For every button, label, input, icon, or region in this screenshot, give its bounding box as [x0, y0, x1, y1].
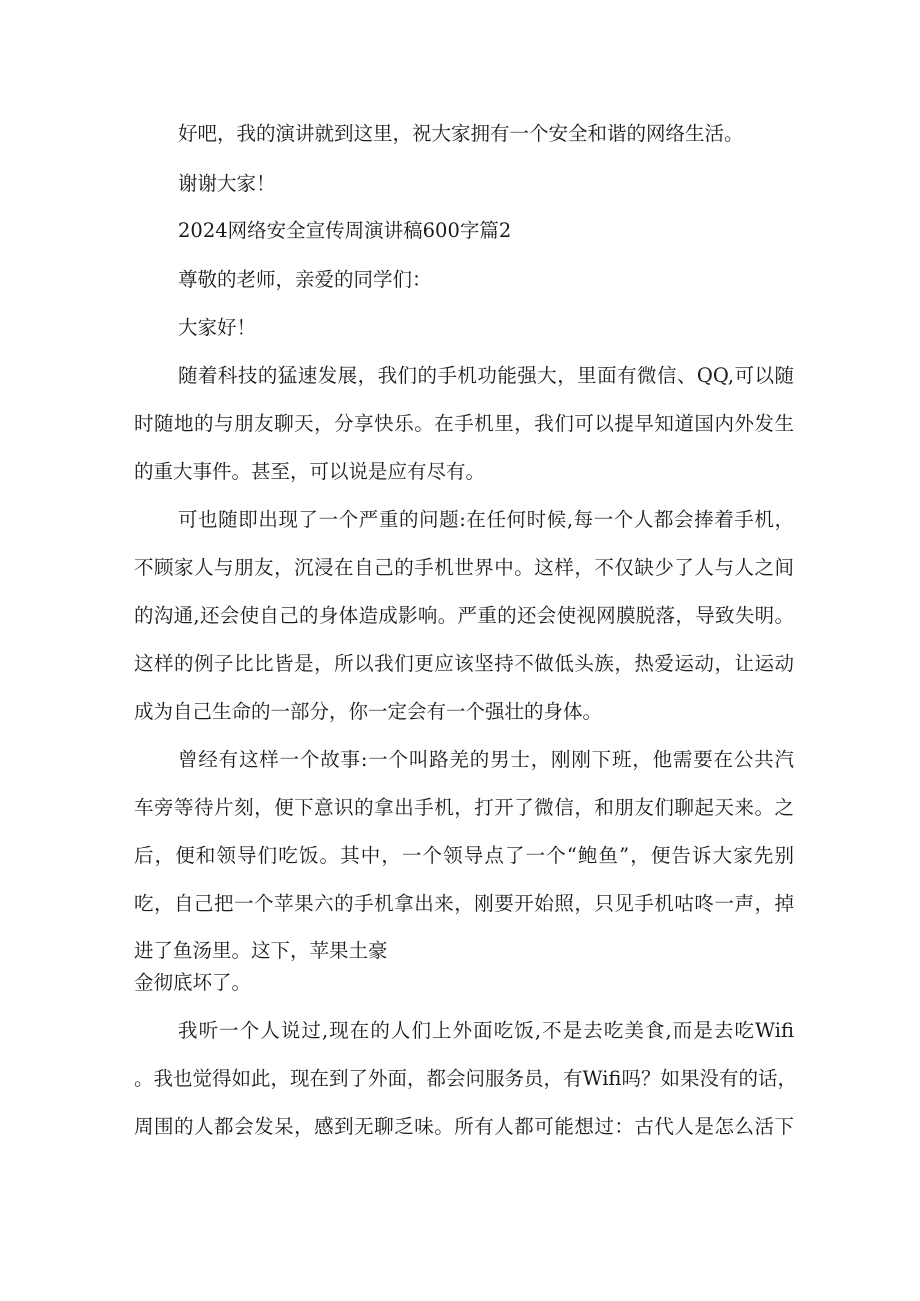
paragraph-line: 我听一个人说过,现在的人们上外面吃饭,不是去吃美食,而是去吃Wifi — [178, 1019, 794, 1042]
paragraph-line: 这样的例子比比皆是，所以我们更应该坚持不做低头族，热爱运动，让运动 — [134, 652, 794, 675]
closing-line: 好吧，我的演讲就到这里，祝大家拥有一个安全和谐的网络生活。 — [178, 122, 744, 145]
paragraph-line: 。我也觉得如此，现在到了外面，都会问服务员，有Wifi吗？如果没有的话， — [134, 1067, 797, 1090]
article-title: 2024网络安全宣传周演讲稿600字篇2 — [178, 219, 512, 242]
salutation: 尊敬的老师，亲爱的同学们： — [178, 268, 432, 291]
paragraph-line: 随着科技的猛速发展，我们的手机功能强大，里面有微信、QQ,可以随 — [178, 364, 794, 387]
paragraph-line: 的沟通,还会使自己的身体造成影响。严重的还会使视网膜脱落，导致失明。 — [134, 604, 794, 627]
paragraph-line: 吃，自己把一个苹果六的手机拿出来，刚要开始照，只见手机咕咚一声，掉 — [134, 892, 794, 915]
greeting: 大家好！ — [178, 316, 257, 339]
paragraph-line: 金彻底坏了。 — [134, 971, 252, 994]
paragraph-line: 车旁等待片刻，便下意识的拿出手机，打开了微信，和朋友们聊起天来。之 — [134, 796, 794, 819]
paragraph-line: 不顾家人与朋友，沉浸在自己的手机世界中。这样，不仅缺少了人与人之间 — [134, 556, 794, 579]
paragraph-line: 曾经有这样一个故事:一个叫路羌的男士，刚刚下班，他需要在公共汽 — [178, 748, 794, 771]
paragraph-line: 周围的人都会发呆，感到无聊乏味。所有人都可能想过：古代人是怎么活下 — [134, 1115, 794, 1138]
paragraph-line: 的重大事件。甚至，可以说是应有尽有。 — [134, 460, 486, 483]
paragraph-line: 时随地的与朋友聊天，分享快乐。在手机里，我们可以提早知道国内外发生 — [134, 412, 794, 435]
paragraph-line: 成为自己生命的一部分，你一定会有一个强壮的身体。 — [134, 700, 603, 723]
paragraph-line: 进了鱼汤里。这下，苹果土豪 — [134, 939, 388, 962]
paragraph-line: 后，便和领导们吃饭。其中，一个领导点了一个“鲍鱼”，便告诉大家先别 — [134, 844, 794, 867]
thanks-line: 谢谢大家！ — [178, 172, 276, 195]
paragraph-line: 可也随即出现了一个严重的问题:在任何时候,每一个人都会捧着手机， — [178, 508, 794, 531]
